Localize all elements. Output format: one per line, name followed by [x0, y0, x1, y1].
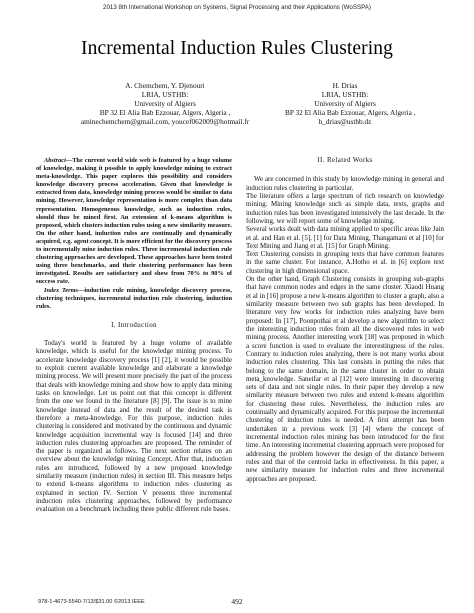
index-terms-body: —induction rule mining, knowledge discovery process, clustering techniques, incremental induction rule clustering, induction rules.	[36, 286, 232, 310]
author-university: University of Algiers	[314, 99, 376, 108]
author-lab: LRIA, USTHB:	[141, 90, 189, 99]
page-number: 492	[231, 597, 243, 606]
author-lab: LRIA, USTHB:	[321, 90, 369, 99]
index-terms	[36, 287, 232, 311]
abstract	[36, 157, 232, 287]
section-heading-related-works: II. Related Works	[317, 157, 373, 164]
abstract-lead: Abstract	[44, 157, 66, 164]
related-works-paragraph: Text Clustering consists in grouping texts that have common features in the same cluster. For instance, A.Hotho et al. in [6] explore text clustering in high dimensional space.	[246, 250, 444, 275]
author-block-left	[40, 81, 290, 126]
author-address: BP 32 El Alia Bab Ezzouar, Algers, Algeria ,	[99, 108, 231, 117]
related-works-paragraph: The literature offers a large spectrum of rich research on knowledge mining. Mining knowledge such as simple data, texts, graphs and induction rules has been investigated intensively the last decade. In the following, we will report some of knowledge mining.	[246, 191, 444, 225]
author-names: A. Chemchem, Y. Djenouri	[125, 81, 205, 90]
author-block-right	[285, 81, 416, 126]
author-emails: aminechemchem@gmail.com, youcef062009@hotmail.fr	[80, 117, 250, 126]
author-names: H. Drias	[332, 81, 358, 90]
related-works-paragraph: We are concerned in this study by knowledge mining in general and induction rules clustering in particular.	[246, 175, 444, 192]
related-works-paragraph: Several works dealt with data mining applied to specific areas like Jain et al. and Han et al. [5], [1] for Data Mining, Thangamani et al [10] for Text Mining and Jiang et al. [15] for Graph Mining.	[246, 225, 444, 250]
introduction-text: Today's world is featured by a huge volume of available knowledge, which is useful for the knowledge mining process. To accelerate knowledge discovery process [1] [2], it would be possible to exploit current available knowledge and elaborate a knowledge mining process. We will present more precisely the part of the process that deals with knowledge mining and show how to apply data mining tasks on knowledge. Let us point out that this concept is different from the one we found in the literature [8] [9]. The issue is to mine knowledge instead of data and the result of the desired task is therefore a meta-knowledge. For this purpose, induction rules clustering is considered and motivated by the continuous and dynamic knowledge acquisition incremental way is focused [14] and three induction rules clustering approaches are proposed. The reminder of the paper is organized as follows. The next section relates on an overview about the knowledge mining Concept. After that, induction rules are introduced, followed by a new proposed knowledge similarity measure (induction rules) in section III. This measure helps to extend k-means algorithms to induction rules clustering as explained in section IV. Section V presents three incremental induction rules clustering approaches, followed by performance evaluation on a benchmark including three public different rule bases.	[36, 339, 232, 514]
author-university: University of Algiers	[134, 99, 196, 108]
paper-title: Incremental Induction Rules Clustering	[81, 38, 393, 59]
abstract-body: —The current world wide web is featured by a huge volume of knowledge, making it possible to apply knowledge mining to extract meta-knowledge. This paper explores this possibility and considers knowledge discovery process acceleration. Given that knowledge is extracted from data, knowledge mining process would be similar to data mining. However, knowledge representation is more complex than data representation. Homogeneous knowledge, such as induction rules, should thus be mined first. An extension of k-means algorithm is proposed, which clusters induction rules using a new similarity measure. On the other hand, induction rules are continually and dynamically acquired, e.g. agent concept. It is more efficient for the discovery process to incrementally mine induction rules. Three incremental induction rule clustering approaches are developed. These approaches have been tested using three benchmarks, and their clustering performance has been investigated. Results are satisfactory and show from 70% to 90% of success rate.	[36, 157, 232, 286]
left-column	[36, 157, 232, 514]
section-heading-introduction: I. Introduction	[111, 321, 157, 329]
author-emails: h_drias@usthb.dz	[318, 117, 372, 126]
conference-header: 2013 8th International Workshop on Systems, Signal Processing and their Applications (WoSSPA)	[103, 4, 371, 11]
right-column	[246, 157, 444, 483]
author-address: BP 32 El Alia Bab Ezzouar, Algers, Algeria ,	[285, 108, 416, 117]
related-works-paragraph: On the other hand, Graph Clustering consists in grouping sub-graphs that have common nodes and edges in the same cluster. Xiaodi Huang et al in [16] propose a new k-means algorithm to cluster a graph, also a similarity measure between two sub graphs has been developed. In literature very few works for induction rules analyzing have been proposed: In [17], Poonpothai et al develop a new algorithm to select the interesting induction rules from all the discovered rules in web mining process. Another interesting work [18] was proposed in which a score function is used to evaluate the interestingness of the rules. Contrary to induction rules analyzing, there is not many works about induction rules clustering. This last consists in putting the rules that belong to the same domain, in the same cluster in order to obtain meta_knowledge. Saneifar et al [12] were interesting in discovering sets of data and not single rules. In their paper they develop a new similarity measure between two rules and extend k-means algorithm for clustering these rules. Nevertheless, the induction rules are continually and dynamically acquired. For this purpose the incremental clustering of induction rules is needed. A first attempt has been undertaken in a previous work [3] [4] where the concept of incremental induction rules mining has been introduced for the first time. An interesting incremental clustering approach were proposed for addressing the problem however the design of the distance between rules and that of the centroid lacks in effectiveness. In this paper, a new similarity measure for induction rules and three incremental approaches are proposed.	[246, 275, 444, 483]
index-terms-lead: Index Terms	[44, 286, 78, 294]
copyright-footer: 978-1-4673-5540-7/13/$31.00 ©2013 IEEE	[38, 599, 145, 605]
